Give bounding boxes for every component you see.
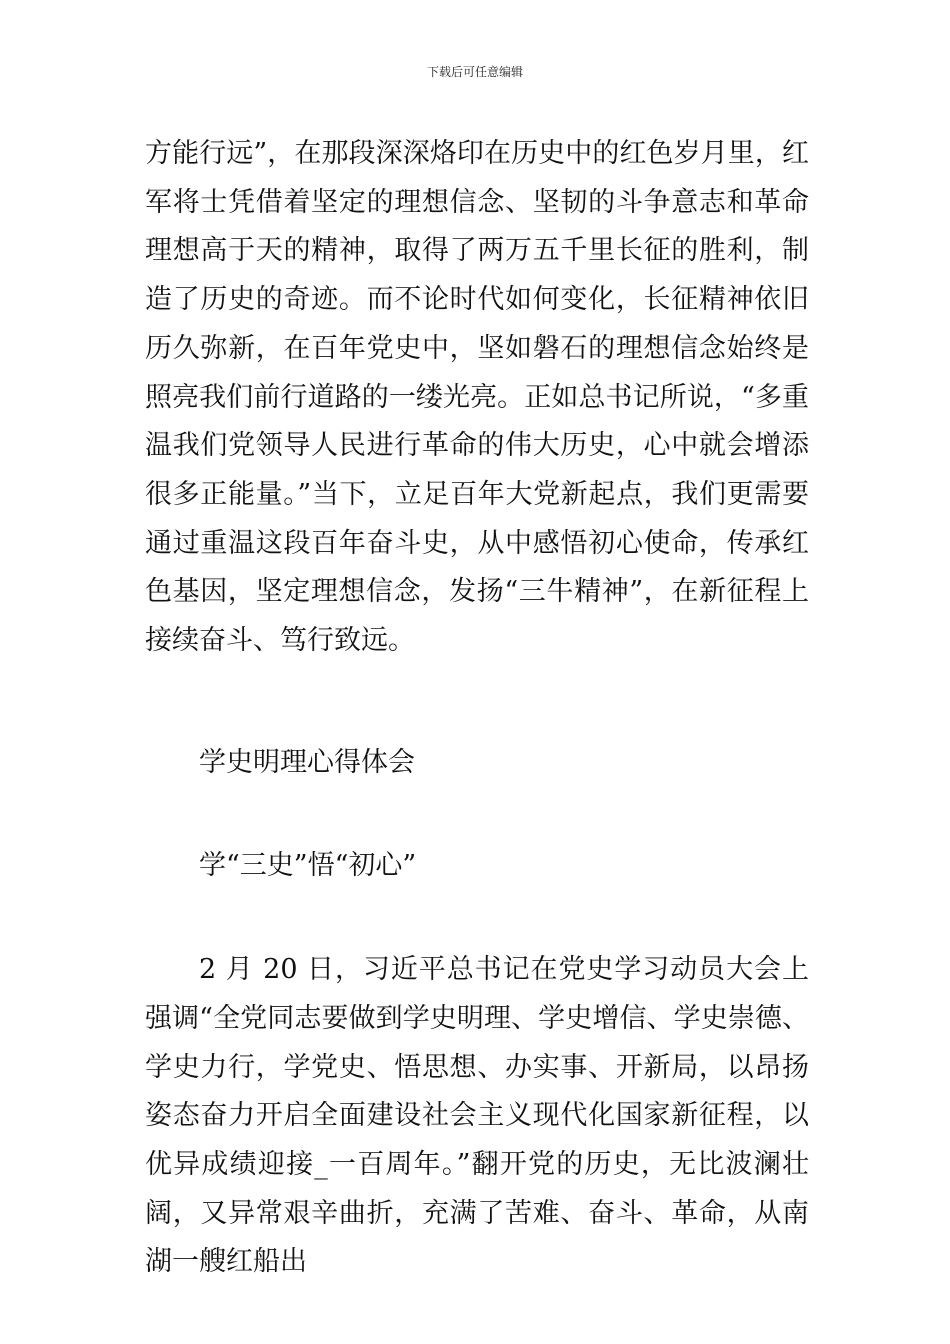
paragraph-spacer [145,666,809,739]
section-heading: 学史明理心得体会 [199,746,415,778]
document-body [145,130,809,1287]
body-paragraph-1: 方能行远”，在那段深深烙印在历史中的红色岁月里，红军将士凭借着坚定的理想信念、坚韧的斗争意志和革命理想高于天的精神，取得了两万五千里长征的胜利，制造了历史的奇迹。而不论时代如何变化，长征精神依旧历久弥新，在百年党史中，坚如磐石的理想信念始终是照亮我们前行道路的一缕光亮。正如总书记所说，“多重温我们党领导人民进行革命的伟大历史，心中就会增添很多正能量。”当下，立足百年大党新起点，我们更需要通过重温这段百年奋斗史，从中感悟初心使命，传承红色基因，坚定理想信念，发扬“三牛精神”，在新征程上接续奋斗、笃行致远。 [145,138,809,657]
body-paragraph-2: 2 月 20 日，习近平总书记在党史学习动员大会上强调“全党同志要做到学史明理、学史增信、学史崇德、学史力行，学党史、悟思想、办实事、开新局，以昂扬姿态奋力开启全面建设社会主义现代化国家新征程，以优异成绩迎接_一百周年。”翻开党的历史，无比波澜壮阔，又异常艰辛曲折，充满了苦难、奋斗、革命，从南湖一艘红船出 [145,954,809,1278]
page-header-note: 下载后可任意编辑 [426,65,523,79]
paragraph-spacer [145,787,809,842]
paragraph-spacer [145,891,809,946]
section-subheading: 学“三史”悟“初心” [199,850,417,882]
